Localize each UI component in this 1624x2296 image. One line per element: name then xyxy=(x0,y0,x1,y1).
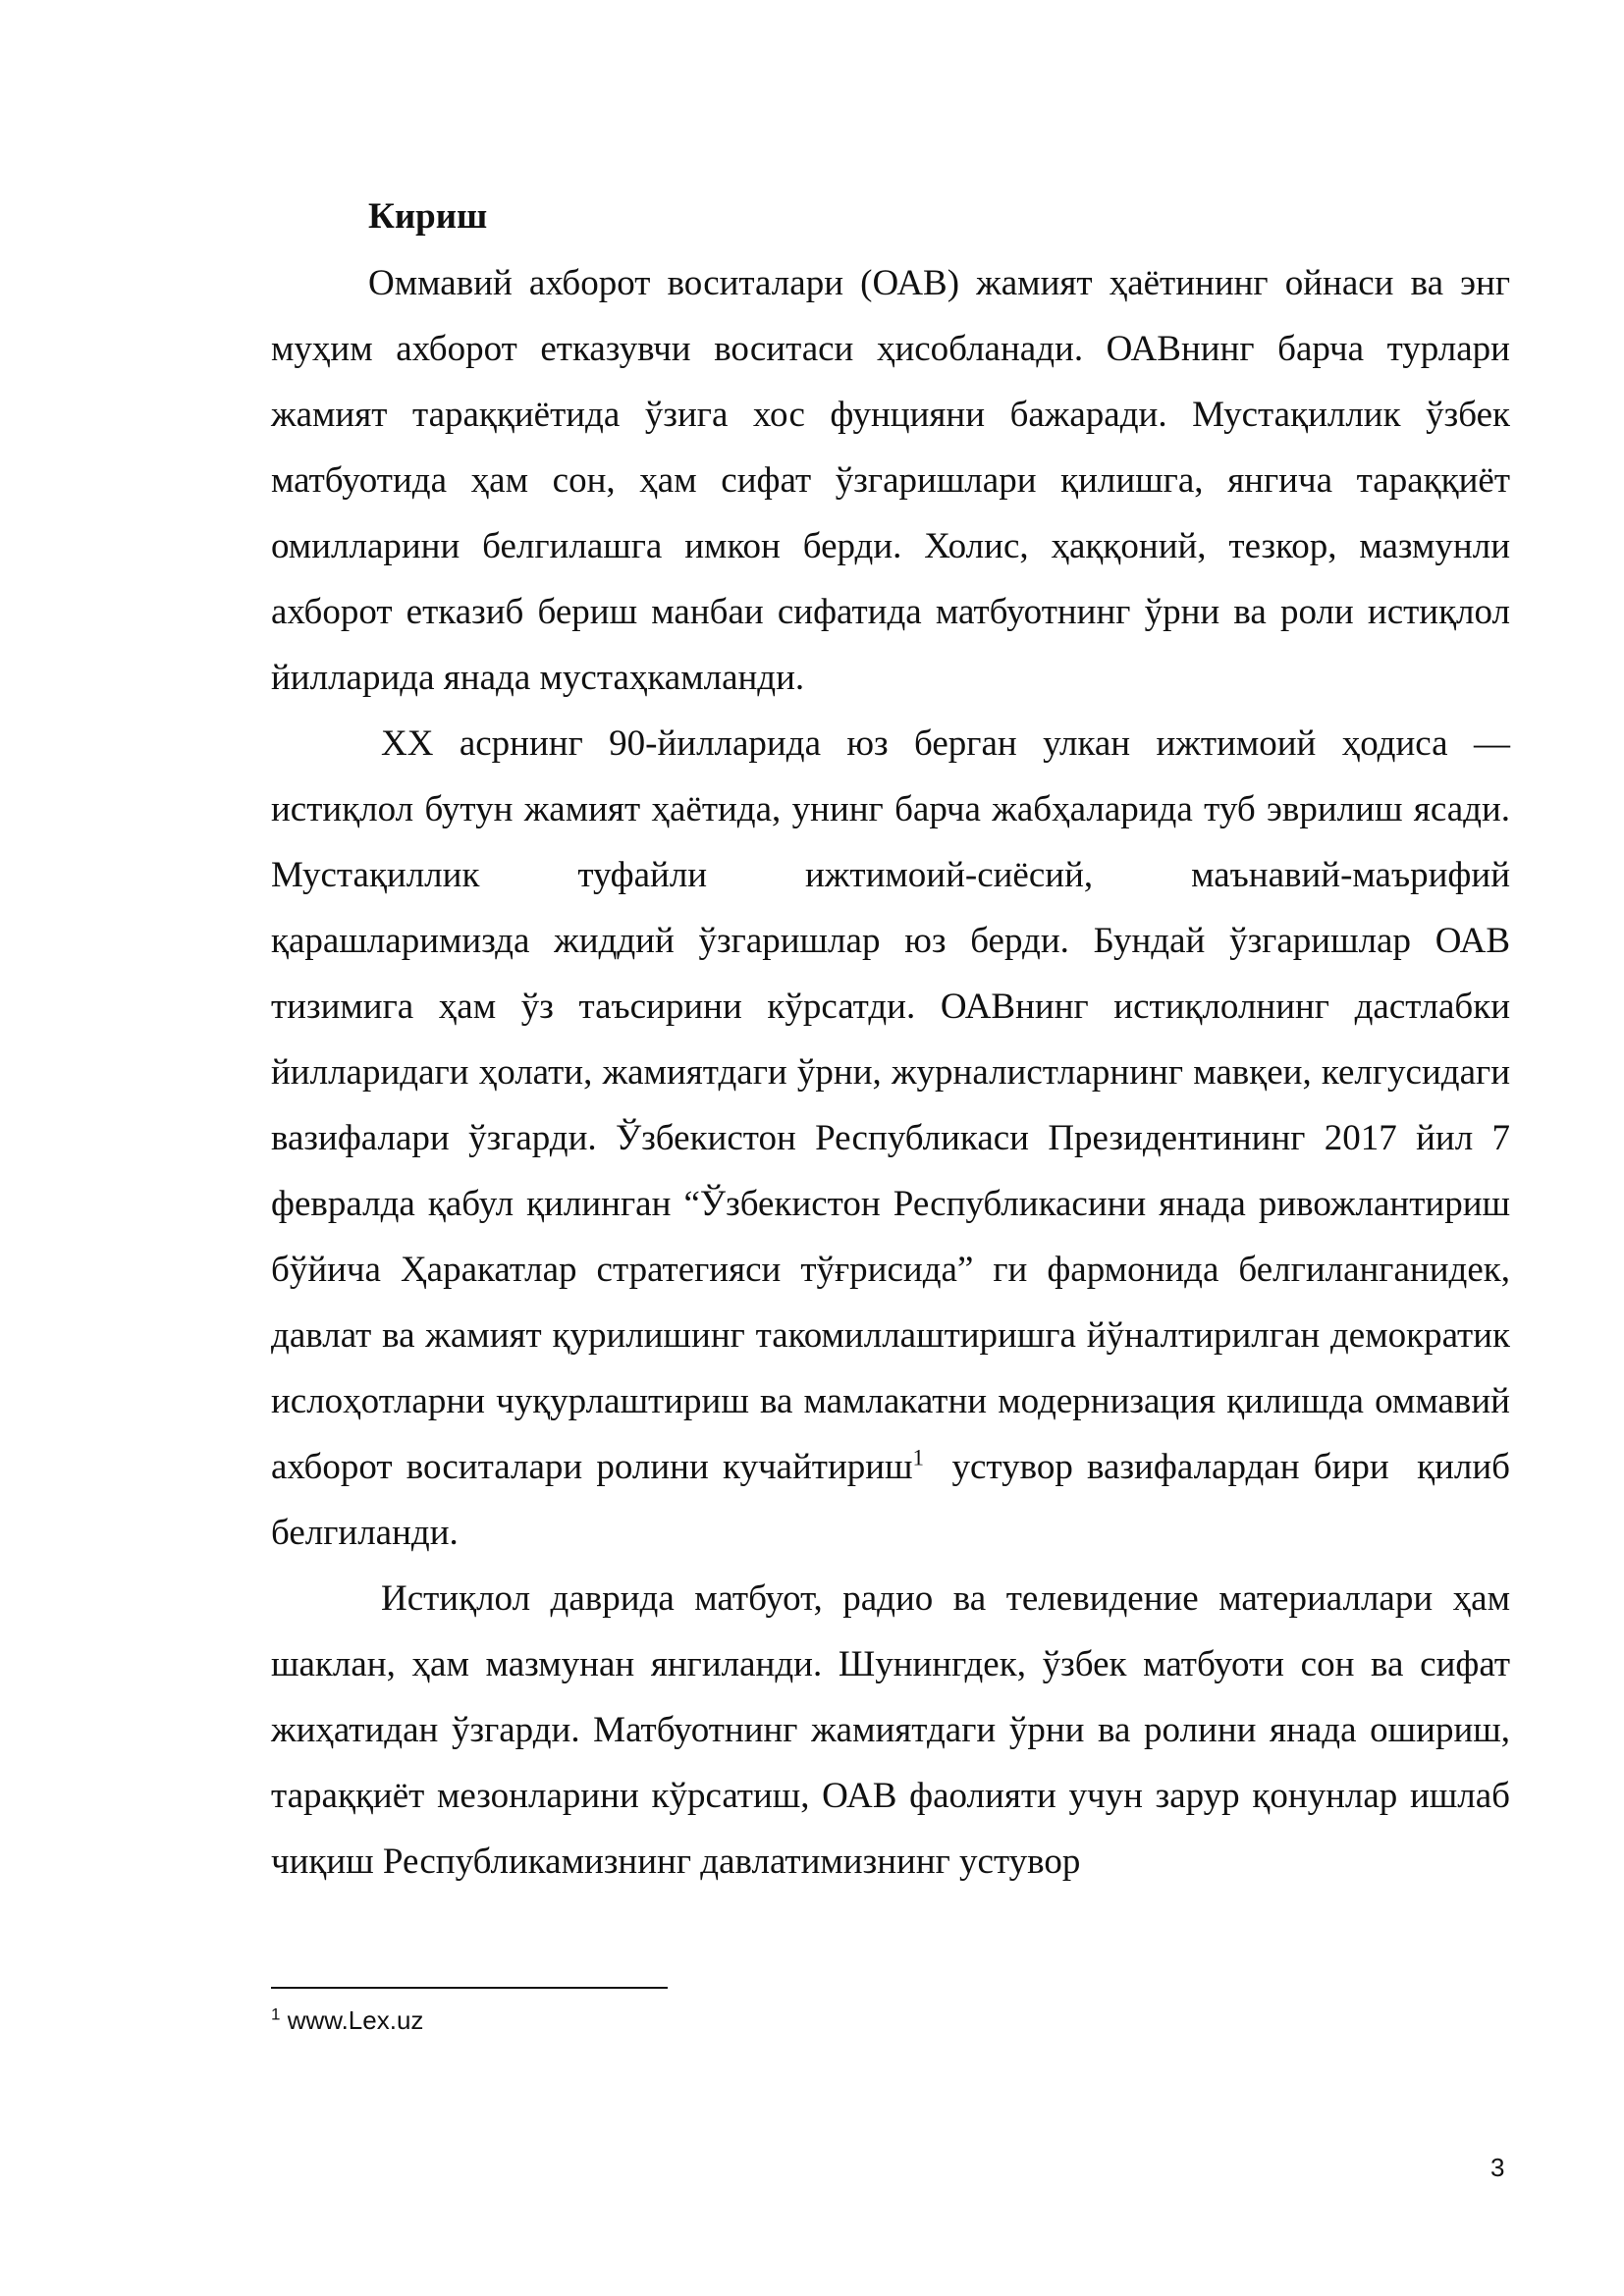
paragraph-1: Оммавий ахборот воситалари (ОАВ) жамият ҳаётининг ойнаси ва энг муҳим ахборот етказувчи воситаси ҳисобланади. ОАВнинг барча турлари жамият тараққиётида ўзига хос фунцияни бажаради. Мустақиллик ўзбек матбуотида ҳам сон, ҳам сифат ўзгаришлари қилишга, янгича тараққиёт омилларини белгилашга имкон берди. Холис, ҳаққоний, тезкор, мазмунли ахборот етказиб бериш манбаи сифатида матбуотнинг ўрни ва роли истиқлол йилларида янада мустаҳкамланди. xyxy=(271,263,1510,698)
footnote-reference: 1 xyxy=(912,1445,925,1470)
paragraph-2 xyxy=(271,711,1520,1566)
footnote-separator xyxy=(271,1987,668,1989)
paragraph-2-text-a: ХХ асрнинг 90-йилларида юз берган улкан ижтимоий ҳодиса — истиқлол бутун жамият ҳаётида, унинг барча жабҳаларида туб эврилиш ясади. Мустақиллик туфайли ижтимоий-сиёсий, маънавий-маърифий қарашларимизда жиддий ўзгаришлар юз берди. Бундай ўзгаришлар ОАВ тизимига ҳам ўз таъсирини кўрсатди. ОАВнинг истиқлолнинг дастлабки йилларидаги ҳолати, жамиятдаги ўрни, журналистларнинг мавқеи, келгусидаги вазифалари ўзгарди. Ўзбекистон Республикаси Президентининг 2017 йил 7 февралда қабул қилинган “Ўзбекистон Республикасини янада ривожлантириш бўйича Ҳаракатлар стратегияси тўғрисида” ги фармонида белгиланганидек, давлат ва жамият қурилишинг такомиллаштиришга йўналтирилган демократик ислоҳотларни чуқурлаштириш ва мамлакатни модернизация қилишда оммавий ахборот воситалари ролини кучайтириш xyxy=(271,723,1510,1487)
page-number: 3 xyxy=(1490,2153,1505,2182)
footnote xyxy=(271,2002,423,2038)
footnote-mark: 1 xyxy=(271,2004,281,2024)
body-text xyxy=(271,250,1520,1895)
footnote-text: www.Lex.uz xyxy=(280,2005,424,2035)
paragraph-2-text-b: устувор вазифалардан бири қилиб белгиланди. xyxy=(271,1447,1520,1553)
section-heading: Кириш xyxy=(368,196,488,237)
paragraph-3: Истиқлол даврида матбуот, радио ва телевидение материаллари ҳам шаклан, ҳам мазмунан янгиланди. Шунингдек, ўзбек матбуоти сон ва сифат жиҳатидан ўзгарди. Матбуотнинг жамиятдаги ўрни ва ролини янада ошириш, тараққиёт мезонларини кўрсатиш, ОАВ фаолияти учун зарур қонунлар ишлаб чиқиш Республикамизнинг давлатимизнинг устувор xyxy=(271,1578,1510,1882)
